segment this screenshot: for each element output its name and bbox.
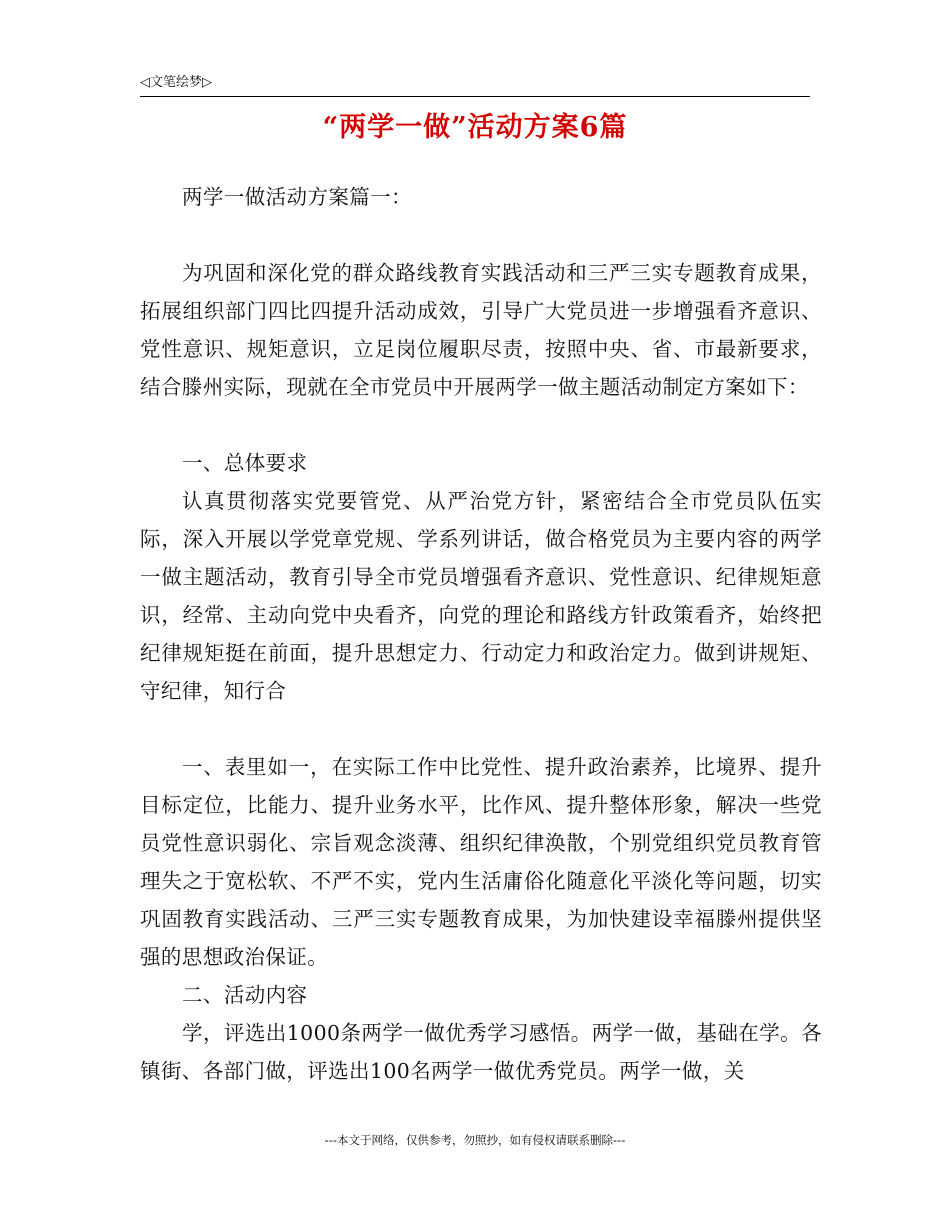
document-body [140, 178, 822, 1090]
document-title: “两学一做”活动方案6篇 [322, 112, 628, 143]
section-heading-activity-content: 二、活动内容 [182, 983, 308, 1007]
section-heading-general-requirements: 一、总体要求 [182, 451, 308, 475]
general-requirements-paragraph: 认真贯彻落实党要管党、从严治党方针，紧密结合全市党员队伍实际，深入开展以学党章党规、学系列讲话，做合格党员为主要内容的两学一做主题活动，教育引导全市党员增强看齐意识、党性意识、纪律规矩意识，经常、主动向党中央看齐，向党的理论和路线方针政策看齐，始终把纪律规矩挺在前面，提升思想定力、行动定力和政治定力。做到讲规矩、守纪律，知行合 [140, 489, 822, 703]
footer-disclaimer: ---本文于网络，仅供参考，勿照抄，如有侵权请联系删除--- [324, 1133, 626, 1147]
consistency-paragraph: 一、表里如一，在实际工作中比党性、提升政治素养，比境界、提升目标定位，比能力、提升业务水平，比作风、提升整体形象，解决一些党员党性意识弱化、宗旨观念淡薄、组织纪律涣散，个别党组织党员教育管理失之于宽松软、不严不实，党内生活庸俗化随意化平淡化等问题，切实巩固教育实践活动、三严三实专题教育成果，为加快建设幸福滕州提供坚强的思想政治保证。 [140, 755, 822, 969]
section-heading-part-one: 两学一做活动方案篇一： [182, 185, 412, 209]
activity-content-paragraph: 学，评选出1000条两学一做优秀学习感悟。两学一做，基础在学。各镇街、各部门做，评选出100名两学一做优秀党员。两学一做，关 [140, 1021, 822, 1083]
page-header [140, 72, 810, 97]
header-logo-text: ◁文笔绘梦▷ [140, 75, 212, 90]
intro-paragraph: 为巩固和深化党的群众路线教育实践活动和三严三实专题教育成果，拓展组织部门四比四提升活动成效，引导广大党员进一步增强看齐意识、党性意识、规矩意识，立足岗位履职尽责，按照中央、省、市最新要求，结合滕州实际，现就在全市党员中开展两学一做主题活动制定方案如下： [140, 261, 822, 399]
